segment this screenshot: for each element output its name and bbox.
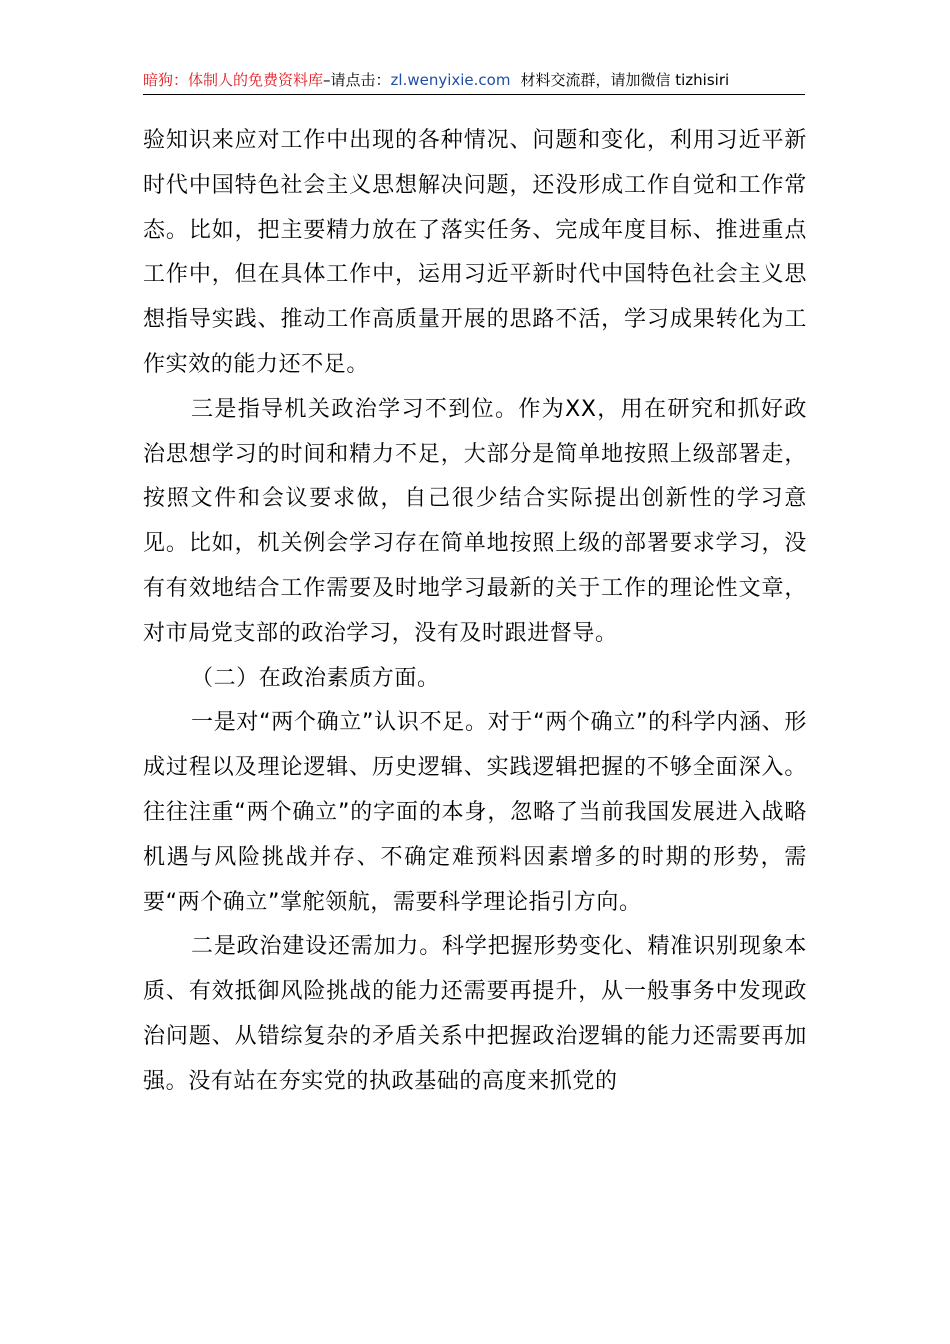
header-contact: 材料交流群，请加微信 tizhisiri bbox=[520, 71, 730, 89]
header-prompt: –请点击： bbox=[323, 71, 391, 89]
paragraph-continuation: 验知识来应对工作中出现的各种情况、问题和变化，利用习近平新时代中国特色社会主义思想解决问题，还没形成工作自觉和工作常态。比如，把主要精力放在了落实任务、完成年度目标、推进重点工作中，但在具体工作中，运用习近平新时代中国特色社会主义思想指导实践、推动工作高质量开展的思路不活，学习成果转化为工作实效的能力还不足。 bbox=[143, 128, 807, 377]
header-brand: 暗狗：体制人的免费资料库 bbox=[143, 71, 324, 89]
paragraph-point-one: 一是对“两个确立”认识不足。对于“两个确立”的科学内涵、形成过程以及理论逻辑、历史逻辑、实践逻辑把握的不够全面深入。往往注重“两个确立”的字面的本身，忽略了当前我国发展进入战略机遇与风险挑战并存、不确定难预料因素增多的时期的形势，需要“两个确立”掌舵领航，需要科学理论指引方向。 bbox=[143, 710, 807, 915]
header-link[interactable]: zl.wenyixie.com bbox=[390, 71, 511, 89]
paragraph-point-three: 三是指导机关政治学习不到位。作为XX，用在研究和抓好政治思想学习的时间和精力不足，大部分是简单地按照上级部署走，按照文件和会议要求做，自己很少结合实际提出创新性的学习意见。比如，机关例会学习存在简单地按照上级的部署要求学习，没有有效地结合工作需要及时地学习最新的关于工作的理论性文章，对市局党支部的政治学习，没有及时跟进督导。 bbox=[143, 396, 807, 646]
page-header bbox=[143, 66, 805, 95]
document-body bbox=[143, 119, 807, 1105]
paragraph-point-two: 二是政治建设还需加力。科学把握形势变化、精准识别现象本质、有效抵御风险挑战的能力还需要再提升，从一般事务中发现政治问题、从错综复杂的矛盾关系中把握政治逻辑的能力还需要再加强。没有站在夯实党的执政基础的高度来抓党的 bbox=[143, 934, 807, 1094]
section-heading-political-quality: （二）在政治素质方面。 bbox=[191, 665, 440, 691]
